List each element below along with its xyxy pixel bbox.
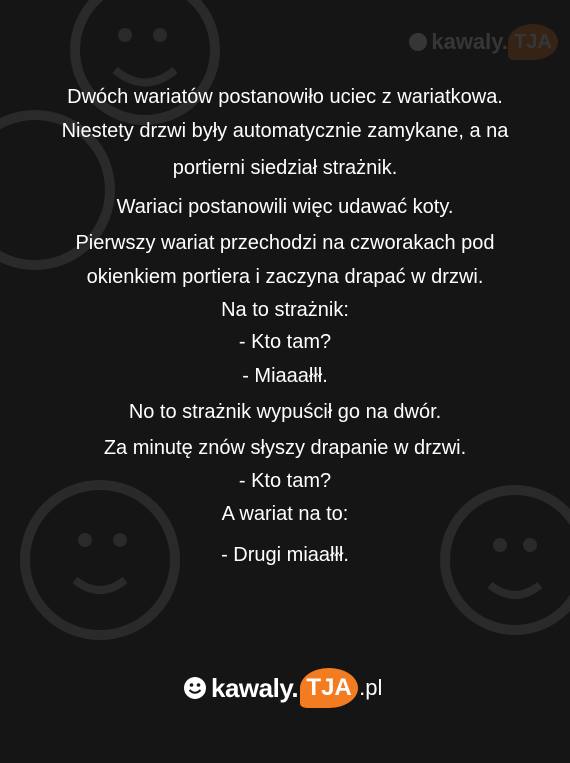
- joke-line: Niestety drzwi były automatycznie zamykane, a na: [61, 120, 509, 142]
- watermark-logo-text: kawaly.: [431, 29, 508, 54]
- joke-text: [0, 80, 570, 578]
- joke-line: Pierwszy wariat przechodzi na czworakach pod: [75, 232, 495, 254]
- joke-line: Dwóch wariatów postanowiło uciec z wariatkowa.: [67, 86, 503, 108]
- joke-line: portierni siedział strażnik.: [172, 157, 398, 179]
- joke-line: No to strażnik wypuścił go na dwór.: [128, 401, 442, 423]
- site-logo[interactable]: [183, 668, 382, 708]
- watermark-logo: [409, 24, 558, 60]
- logo-suffix: .pl: [359, 675, 383, 700]
- joke-line: - Miaaałłł.: [242, 365, 328, 387]
- joke-line: - Kto tam?: [238, 331, 332, 353]
- joke-line: Za minutę znów słyszy drapanie w drzwi.: [103, 437, 467, 459]
- watermark-badge: TJA: [508, 24, 558, 60]
- smiley-icon: [183, 676, 207, 700]
- logo-text: kawaly.: [211, 672, 299, 703]
- logo-badge: TJA: [300, 668, 358, 708]
- joke-line: - Kto tam?: [238, 470, 332, 492]
- smiley-icon: [409, 33, 427, 51]
- joke-line: - Drugi miaałłł.: [221, 544, 349, 566]
- joke-line: A wariat na to:: [221, 503, 349, 525]
- joke-line: Na to strażnik:: [221, 299, 349, 321]
- joke-line: Wariaci postanowili więc udawać koty.: [116, 196, 454, 218]
- joke-line: okienkiem portiera i zaczyna drapać w drzwi.: [86, 266, 484, 288]
